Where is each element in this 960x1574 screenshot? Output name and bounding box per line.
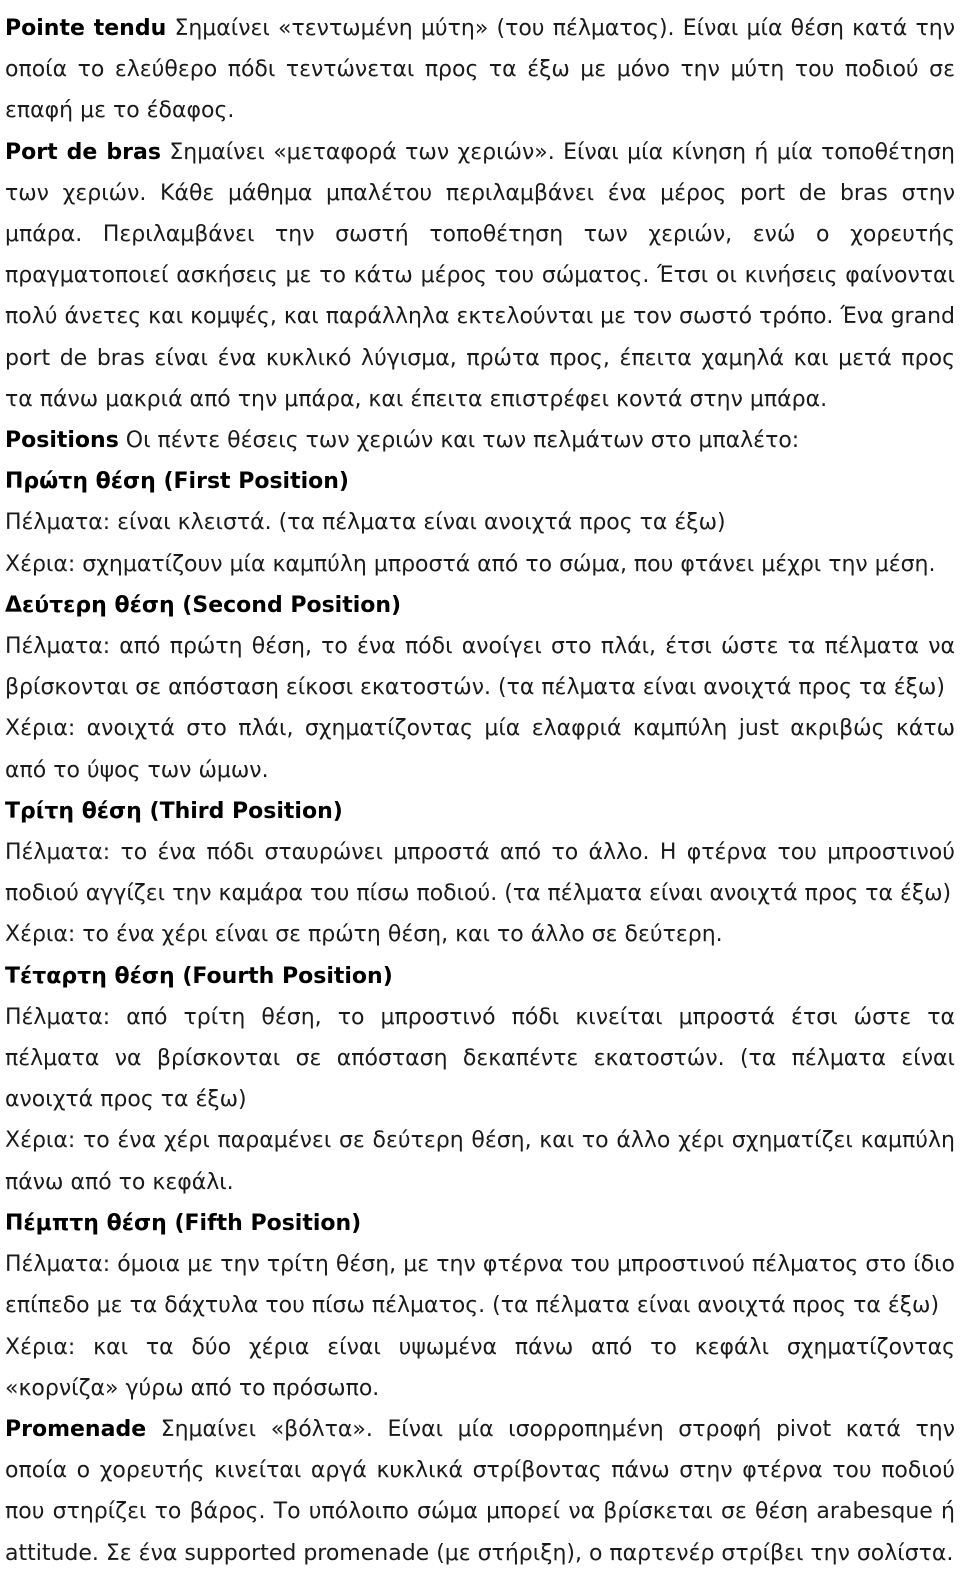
fourth-position-english: (Fourth Position) [174,963,393,989]
term-pointe-tendu: Pointe tendu [5,16,167,41]
first-position-label: Πρώτη θέση [5,469,156,495]
first-position-english: (First Position) [155,469,349,495]
fourth-position-feet: Πέλματα: από τρίτη θέση, το μπροστινό πόδι κινείται μπροστά έτσι ώστε τα πέλματα να βρίσκονται σε απόσταση δεκαπέντε εκατοστών. (τα πέλματα είναι ανοιχτά προς τα έξω) [5,1004,955,1113]
term-promenade: Promenade [5,1416,147,1442]
promenade-paragraph [5,1409,955,1574]
third-position-label: Τρίτη θέση [5,798,142,824]
port-de-bras-text: Σημαίνει «μεταφορά των χεριών». Είναι μία κίνηση ή μία τοποθέτηση των χεριών. Κάθε μάθημα μπαλέτου περιλαμβάνει ένα μέρος port de bras στην μπάρα. Περιλαμβάνει την σωστή τοποθέτηση των χεριών, ενώ ο χορευτής πραγματοποιεί ασκήσεις με το κάτω μέρος του σώματος. Έτσι οι κινήσεις φαίνονται πολύ άνετες και κομψές, και παράλληλα εκτελούνται με τον σωστό τρόπο. Ένα grand port de bras είναι ένα κυκλικό λύγισμα, πρώτα προς, έπειτα χαμηλά και μετά προς τα πάνω μακριά από την μπάρα, και έπειτα επιστρέφει κοντά στην μπάρα. [5,139,955,412]
term-port-de-bras: Port de bras [5,139,161,165]
first-position-arms: Χέρια: σχηματίζουν μία καμπύλη μπροστά από το σώμα, που φτάνει μέχρι την μέση. [5,551,936,577]
third-position-arms: Χέρια: το ένα χέρι είναι σε πρώτη θέση, και το άλλο σε δεύτερη. [5,922,723,948]
fifth-position-heading [5,1203,955,1244]
fifth-position-label: Πέμπτη θέση [5,1210,167,1236]
fourth-position-label: Τέταρτη θέση [5,963,175,989]
first-position-heading [5,461,955,502]
pointe-tendu-paragraph [5,8,955,132]
second-position-english: (Second Position) [174,592,402,618]
pointe-tendu-text: Σημαίνει «τεντωμένη μύτη» (του πέλματος). Είναι μία θέση κατά την οποία το ελεύθερο πόδι τεντώνεται προς τα έξω με μόνο την μύτη του ποδιού σε επαφή με το έδαφος. [5,16,955,124]
second-position-feet: Πέλματα: από πρώτη θέση, το ένα πόδι ανοίγει στο πλάι, έτσι ώστε τα πέλματα να βρίσκονται σε απόσταση είκοσι εκατοστών. (τα πέλματα είναι ανοιχτά προς τα έξω) [5,634,955,701]
second-position-heading [5,585,955,626]
positions-paragraph [5,420,955,461]
fourth-position-arms: Χέρια: το ένα χέρι παραμένει σε δεύτερη θέση, και το άλλο χέρι σχηματίζει καμπύλη πάνω από το κεφάλι. [5,1128,955,1195]
promenade-text: Σημαίνει «βόλτα». Είναι μία ισορροπημένη στροφή pivot κατά την οποία ο χορευτής κινείται αργά κυκλικά στρίβοντας πάνω στην φτέρνα του ποδιού που στηρίζει το βάρος. Το υπόλοιπο σώμα μπορεί να βρίσκεται σε θέση arabesque ή attitude. Σε ένα supported promenade (με στήριξη), ο παρτενέρ στρίβει την σολίστα. [5,1416,955,1566]
second-position-label: Δεύτερη θέση [5,592,175,618]
first-position-feet: Πέλματα: είναι κλειστά. (τα πέλματα είναι ανοιχτά προς τα έξω) [5,510,726,536]
fifth-position-english: (Fifth Position) [166,1210,362,1236]
port-de-bras-paragraph [5,132,955,420]
fifth-position-feet: Πέλματα: όμοια με την τρίτη θέση, με την φτέρνα του μπροστινού πέλματος στο ίδιο επίπεδο με τα δάχτυλα του πίσω πέλματος. (τα πέλματα είναι ανοιχτά προς τα έξω) [5,1252,955,1319]
third-position-english: (Third Position) [141,798,343,824]
positions-text: Οι πέντε θέσεις των χεριών και των πελμάτων στο μπαλέτο: [118,428,800,454]
third-position-heading [5,791,955,832]
second-position-arms: Χέρια: ανοιχτά στο πλάι, σχηματίζοντας μία ελαφριά καμπύλη just ακριβώς κάτω από το ύψος των ώμων. [5,716,955,783]
third-position-feet: Πέλματα: το ένα πόδι σταυρώνει μπροστά από το άλλο. Η φτέρνα του μπροστινού ποδιού αγγίζει την καμάρα του πίσω ποδιού. (τα πέλματα είναι ανοιχτά προς τα έξω) [5,840,955,907]
fifth-position-arms: Χέρια: και τα δύο χέρια είναι υψωμένα πάνω από το κεφάλι σχηματίζοντας «κορνίζα» γύρω από το πρόσωπο. [5,1334,955,1401]
fourth-position-heading [5,956,955,997]
term-positions: Positions [5,428,119,454]
